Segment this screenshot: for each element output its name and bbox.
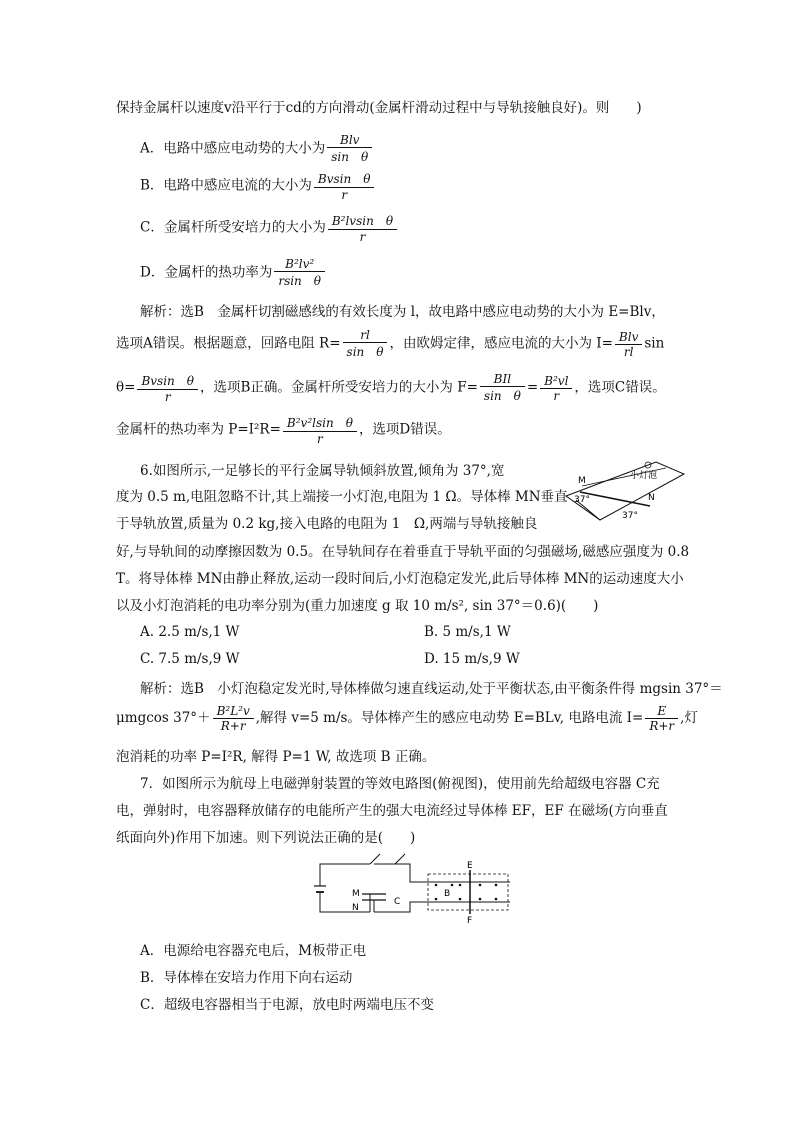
q6-solution-line1: 解析：选B 小灯泡稳定发光时,导体棒做匀速直线运动,处于平衡状态,由平衡条件得 mgsin 37°＝ xyxy=(140,681,723,697)
q5-option-a: A．电路中感应电动势的大小为 $\frac{\text{Blv}}{\text{sin θ}}$ xyxy=(140,133,374,165)
q6-incline-figure xyxy=(560,456,690,528)
fraction: $\frac{\text{Bvsin θ}}{r}$ xyxy=(314,170,375,202)
figure-label-m: M xyxy=(352,889,360,899)
figure-label-e: E xyxy=(467,861,473,871)
q6-option-a: A. 2.5 m/s,1 W xyxy=(140,624,240,640)
q5-option-c: C．金属杆所受安培力的大小为 $\frac{\text{B²lvsin θ}}{r}$ xyxy=(140,212,399,244)
fraction: $\frac{\text{BIl}}{\text{sin θ}}$ xyxy=(480,372,525,404)
q5-stem: 保持金属杆以速度v沿平行于cd的方向滑动(金属杆滑动过程中与导轨接触良好)。则 ) xyxy=(116,100,642,116)
q5-solution-line3: θ= $\frac{\text{Bvsin θ}}{r}$ ，选项B正确。金属杆所受安培力的大小为 F= $\frac{\text{BIl}}{\text{sin θ}}$ = $\frac{\text{B²vl}}{r}$ ，选项C错误。 xyxy=(116,372,666,404)
q6-solution-line2: μmgcos 37°＋ $\frac{\text{B²L²v}}{R+r}$ ,解得 v=5 m/s。导体棒产生的感应电动势 E=BLv, 电路电流 I= $\frac{E}{R+r}$ ,灯 xyxy=(116,704,698,733)
figure-angle-1: 37° xyxy=(574,495,590,505)
q7-circuit-figure xyxy=(310,852,510,924)
fraction: $\frac{\text{B²vl}}{r}$ xyxy=(540,374,572,403)
figure-label-n: N xyxy=(648,493,655,503)
fraction: $\frac{\text{B²lvsin θ}}{r}$ xyxy=(328,212,397,244)
figure-label-b: B xyxy=(444,889,451,899)
figure-label-c: C xyxy=(394,897,401,907)
fraction: $\frac{\text{Bvsin θ}}{r}$ xyxy=(137,372,198,404)
q7-stem-line2: 电，弹射时，电容器释放储存的电能所产生的强大电流经过导体棒 EF，EF 在磁场(方向垂直 xyxy=(116,803,668,819)
figure-label-lamp: 小灯泡 xyxy=(630,471,658,481)
fraction: $\frac{\text{B²lv²}}{\text{rsin θ}}$ xyxy=(274,257,325,289)
fraction: $\frac{rl}{\text{sin θ}}$ xyxy=(343,328,388,360)
q5-solution-line4: 金属杆的热功率为 P=I²R= $\frac{\text{B²v²lsin θ}}{r}$ ，选项D错误。 xyxy=(116,416,451,446)
q6-stem-line6: 以及小灯泡消耗的电功率分别为(重力加速度 g 取 10 m/s², sin 37°＝0.6)( ) xyxy=(116,598,599,614)
q6-option-d: D. 15 m/s,9 W xyxy=(424,651,520,667)
q7-stem-line1: 7．如图所示为航母上电磁弹射装置的等效电路图(俯视图)，使用前先给超级电容器 C充 xyxy=(140,776,660,792)
fraction: $\frac{\text{Blv}}{\text{sin θ}}$ xyxy=(327,133,372,165)
q7-option-a: A．电源给电容器充电后，M板带正电 xyxy=(140,943,367,959)
q5-option-b: B．电路中感应电流的大小为 $\frac{\text{Bvsin θ}}{r}$ xyxy=(140,170,376,202)
q6-stem-line1: 6.如图所示,一足够长的平行金属导轨倾斜放置,倾角为 37°,宽 xyxy=(140,463,505,479)
q7-option-c: C．超级电容器相当于电源，放电时两端电压不变 xyxy=(140,997,434,1013)
fraction: $\frac{\text{Blv}}{rl}$ xyxy=(615,330,642,359)
q6-option-c: C. 7.5 m/s,9 W xyxy=(140,651,240,667)
q6-option-b: B. 5 m/s,1 W xyxy=(424,624,511,640)
figure-label-f: F xyxy=(467,916,473,924)
figure-label-m: M xyxy=(578,476,586,486)
q5-solution-line2: 选项A错误。根据题意，回路电阻 R= $\frac{rl}{\text{sin θ}}$ ，由欧姆定律，感应电流的大小为 I= $\frac{\text{Blv}}{rl}$ sin xyxy=(116,328,665,359)
q6-stem-line2: 度为 0.5 m,电阻忽略不计,其上端接一小灯泡,电阻为 1 Ω。导体棒 MN垂直 xyxy=(116,489,568,505)
figure-label-n: N xyxy=(352,903,359,913)
q5-option-d: D．金属杆的热功率为 $\frac{\text{B²lv²}}{\text{rsin θ}}$ xyxy=(140,257,327,289)
figure-angle-2: 37° xyxy=(622,511,638,521)
q6-solution-line3: 泡消耗的功率 P=I²R, 解得 P=1 W, 故选项 B 正确。 xyxy=(116,749,436,765)
fraction: $\frac{\text{B²v²lsin θ}}{r}$ xyxy=(283,414,357,446)
q6-stem-line4: 好,与导轨间的动摩擦因数为 0.5。在导轨间存在着垂直于导轨平面的匀强磁场,磁感应强度为 0.8 xyxy=(116,544,690,560)
q7-stem-line3: 纸面向外)作用下加速。则下列说法正确的是( ) xyxy=(116,830,416,846)
fraction: $\frac{E}{R+r}$ xyxy=(645,704,678,733)
q6-stem-line3: 于导轨放置,质量为 0.2 kg,接入电路的电阻为 1 Ω,两端与导轨接触良 xyxy=(116,516,538,532)
q6-stem-line5: T。将导体棒 MN由静止释放,运动一段时间后,小灯泡稳定发光,此后导体棒 MN的运动速度大小 xyxy=(116,571,684,587)
q5-solution-line1: 解析：选B 金属杆切割磁感线的有效长度为 l，故电路中感应电动势的大小为 E=Blv， xyxy=(140,304,665,320)
q7-option-b: B．导体棒在安培力作用下向右运动 xyxy=(140,970,353,986)
fraction: $\frac{\text{B²L²v}}{R+r}$ xyxy=(213,704,254,733)
